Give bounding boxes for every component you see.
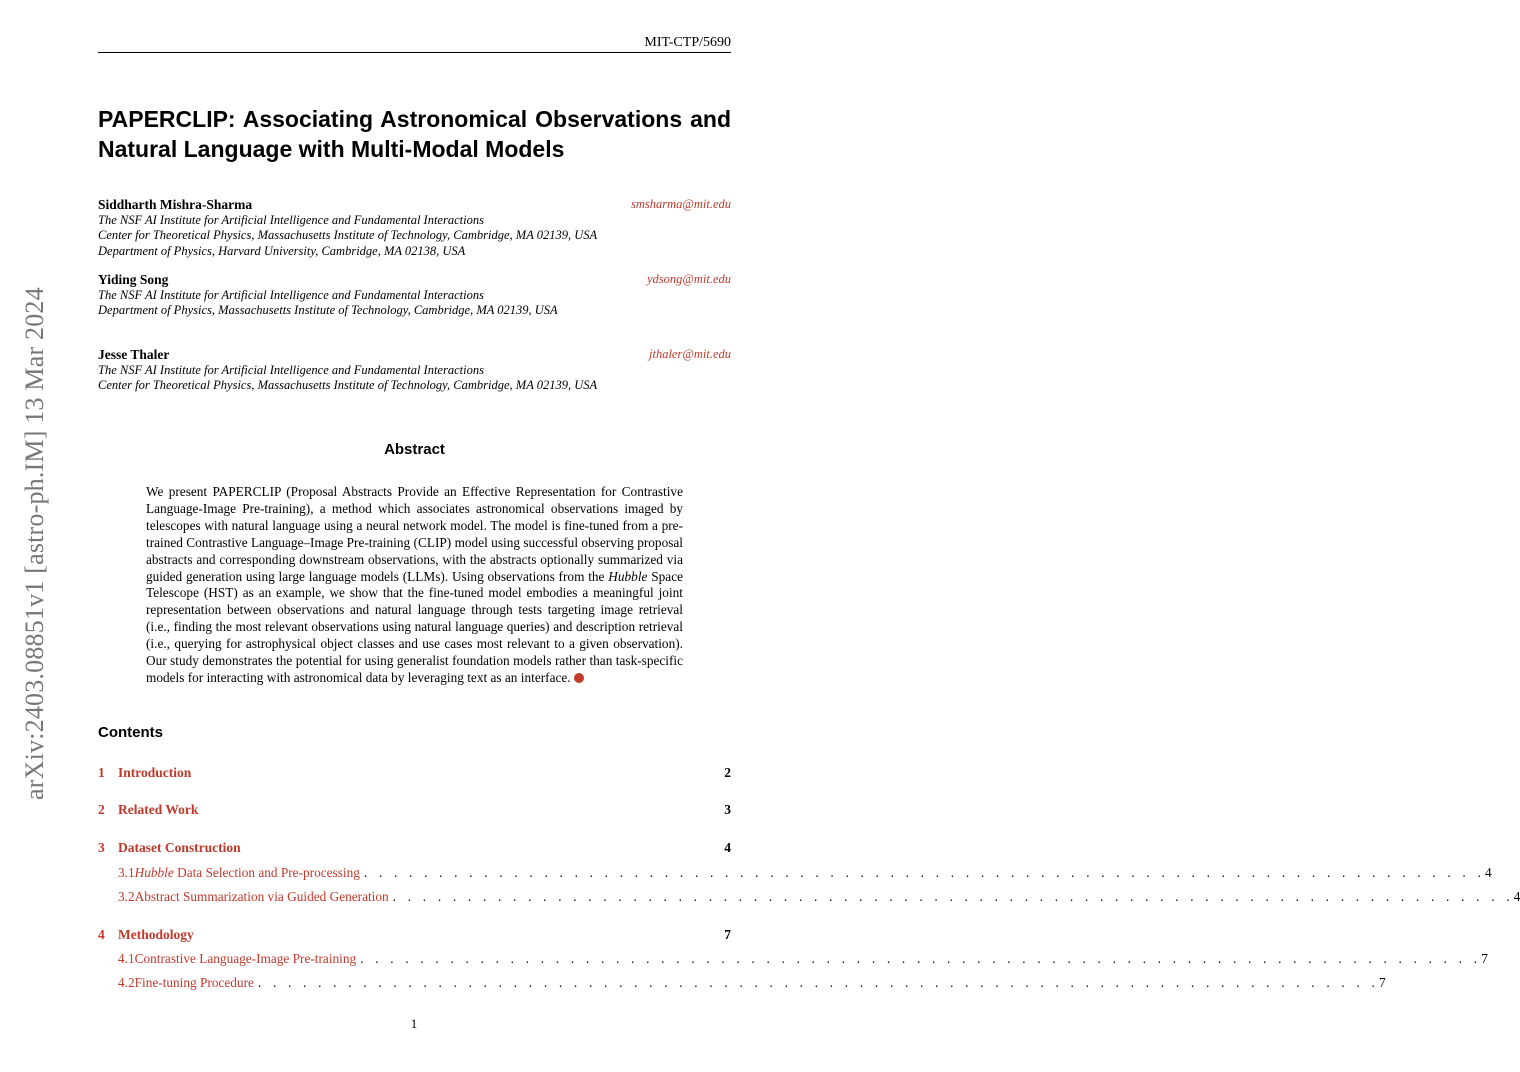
toc-section-number: 4 bbox=[98, 927, 105, 942]
toc-subsection-title: Abstract Summarization via Guided Generation bbox=[134, 889, 389, 904]
author-affiliation: The NSF AI Institute for Artificial Intelligence and Fundamental Interactions bbox=[98, 212, 484, 227]
author-affiliation: Department of Physics, Harvard University, Cambridge, MA 02138, USA bbox=[98, 243, 466, 258]
author-block bbox=[98, 197, 731, 259]
report-number: MIT-CTP/5690 bbox=[644, 35, 731, 50]
toc-subsection-title-emphasis: Hubble bbox=[134, 865, 174, 880]
header-rule bbox=[98, 52, 731, 53]
toc-section-introduction[interactable] bbox=[98, 765, 731, 781]
toc-subsection-3-1[interactable] bbox=[98, 865, 1492, 881]
author-name: Yiding Song bbox=[98, 272, 169, 287]
toc-subsection-4-2[interactable] bbox=[98, 975, 1386, 991]
toc-page-number: 4 bbox=[724, 840, 731, 855]
toc-section-title: Introduction bbox=[118, 765, 192, 780]
toc-subsection-title: Contrastive Language-Image Pre-training bbox=[134, 951, 357, 966]
author-affiliation: Center for Theoretical Physics, Massachusetts Institute of Technology, Cambridge, MA 02139, USA bbox=[98, 378, 598, 392]
toc-section-title: Dataset Construction bbox=[118, 840, 241, 855]
toc-subsection-title bbox=[135, 865, 364, 881]
toc-page-number: 3 bbox=[724, 802, 731, 817]
author-block bbox=[98, 272, 731, 319]
author-affiliation: The NSF AI Institute for Artificial Intelligence and Fundamental Interactions bbox=[98, 362, 484, 377]
author-email-link[interactable]: ydsong@mit.edu bbox=[646, 272, 731, 286]
toc-page-number: 7 bbox=[1481, 951, 1488, 966]
toc-leader-dots: . . . . . . . . . . . . . . . . . . . . . . . . . . . . . . . . . . . . . . . . . . . . . . . . . . . . . . . . . . . . . . . . . . . . . . . . . . . bbox=[363, 865, 1485, 880]
page-number: 1 bbox=[410, 1016, 418, 1031]
toc-subsection-title-text: Data Selection and Pre-processing bbox=[173, 865, 360, 880]
toc-page-number: 7 bbox=[1379, 975, 1386, 990]
toc-section-number: 2 bbox=[98, 802, 105, 817]
toc-leader-dots: . . . . . . . . . . . . . . . . . . . . . . . . . . . . . . . . . . . . . . . . . . . . . . . . . . . . . . . . . . . . . . . . . . . . . . . . . . . bbox=[392, 889, 1514, 904]
abstract-text-part: We present PAPERCLIP (Proposal Abstracts Provide an Effective Representation for Contrastive Language-Image Pre-training), a method which associates astronomical observations imaged by telescopes with natural language using a neural network model. The model is fine-tuned from a pre-trained Contrastive Language–Image Pre-training (CLIP) model using successful observing proposal abstracts and corresponding downstream observations, with the abstracts optionally summarized via guided generation using large language models (LLMs). Using observations from the bbox=[146, 484, 683, 584]
toc-page-number: 4 bbox=[1485, 865, 1492, 880]
author-name: Jesse Thaler bbox=[98, 347, 170, 362]
toc-page-number: 4 bbox=[1513, 889, 1520, 904]
author-affiliation: Center for Theoretical Physics, Massachusetts Institute of Technology, Cambridge, MA 02139, USA bbox=[98, 228, 598, 242]
toc-page-number: 7 bbox=[724, 927, 731, 942]
toc-leader-dots: . . . . . . . . . . . . . . . . . . . . . . . . . . . . . . . . . . . . . . . . . . . . . . . . . . . . . . . . . . . . . . . . . . . . . . . . . . . bbox=[257, 975, 1380, 990]
author-name: Siddharth Mishra-Sharma bbox=[98, 197, 253, 212]
author-email-link[interactable]: smsharma@mit.edu bbox=[630, 197, 731, 211]
abstract-text-emphasis: Hubble bbox=[608, 568, 648, 584]
abstract-heading: Abstract bbox=[384, 441, 445, 458]
abstract-text-part: Space Telescope (HST) as an example, we show that the fine-tuned model embodies a meaningful joint representation between observations and natural language through tests targeting image retrieval (i.e., finding the most relevant observations using natural language queries) and description retrieval (i.e., querying for astrophysical object classes and use cases most relevant to a given observation). Our study demonstrates the potential for using generalist foundation models rather than task-specific models for interacting with astronomical data by leveraging text as an interface. bbox=[146, 568, 683, 685]
github-icon[interactable] bbox=[574, 673, 584, 683]
author-affiliation: The NSF AI Institute for Artificial Intelligence and Fundamental Interactions bbox=[98, 287, 484, 302]
toc-section-related-work[interactable] bbox=[98, 802, 731, 818]
toc-subsection-title: Fine-tuning Procedure bbox=[134, 975, 254, 990]
contents-heading: Contents bbox=[98, 724, 163, 741]
toc-section-dataset-construction[interactable] bbox=[98, 840, 731, 856]
paper-title: PAPERCLIP: Associating Astronomical Observations and Natural Language with Multi-Modal Models bbox=[98, 106, 731, 162]
toc-section-title: Methodology bbox=[118, 927, 194, 942]
toc-subsection-number: 4.1 bbox=[118, 951, 135, 966]
toc-section-number: 3 bbox=[98, 840, 105, 855]
toc-page-number: 2 bbox=[724, 765, 731, 780]
toc-subsection-3-2[interactable] bbox=[98, 889, 1520, 905]
toc-section-methodology[interactable] bbox=[98, 927, 731, 943]
toc-subsection-number: 4.2 bbox=[118, 975, 135, 990]
author-affiliation: Department of Physics, Massachusetts Institute of Technology, Cambridge, MA 02139, USA bbox=[98, 303, 558, 317]
toc-subsection-number: 3.1 bbox=[118, 865, 135, 880]
arxiv-stamp: arXiv:2403.08851v1 [astro-ph.IM] 13 Mar 2024 bbox=[20, 287, 49, 800]
toc-section-title: Related Work bbox=[118, 802, 199, 817]
author-block bbox=[98, 347, 731, 394]
toc-subsection-number: 3.2 bbox=[118, 889, 135, 904]
author-email-link[interactable]: jthaler@mit.edu bbox=[649, 347, 731, 361]
toc-section-number: 1 bbox=[98, 765, 105, 780]
toc-subsection-4-1[interactable] bbox=[98, 951, 1488, 967]
toc-leader-dots: . . . . . . . . . . . . . . . . . . . . . . . . . . . . . . . . . . . . . . . . . . . . . . . . . . . . . . . . . . . . . . . . . . . . . . . . . . . bbox=[360, 951, 1482, 966]
abstract-text bbox=[146, 484, 683, 687]
